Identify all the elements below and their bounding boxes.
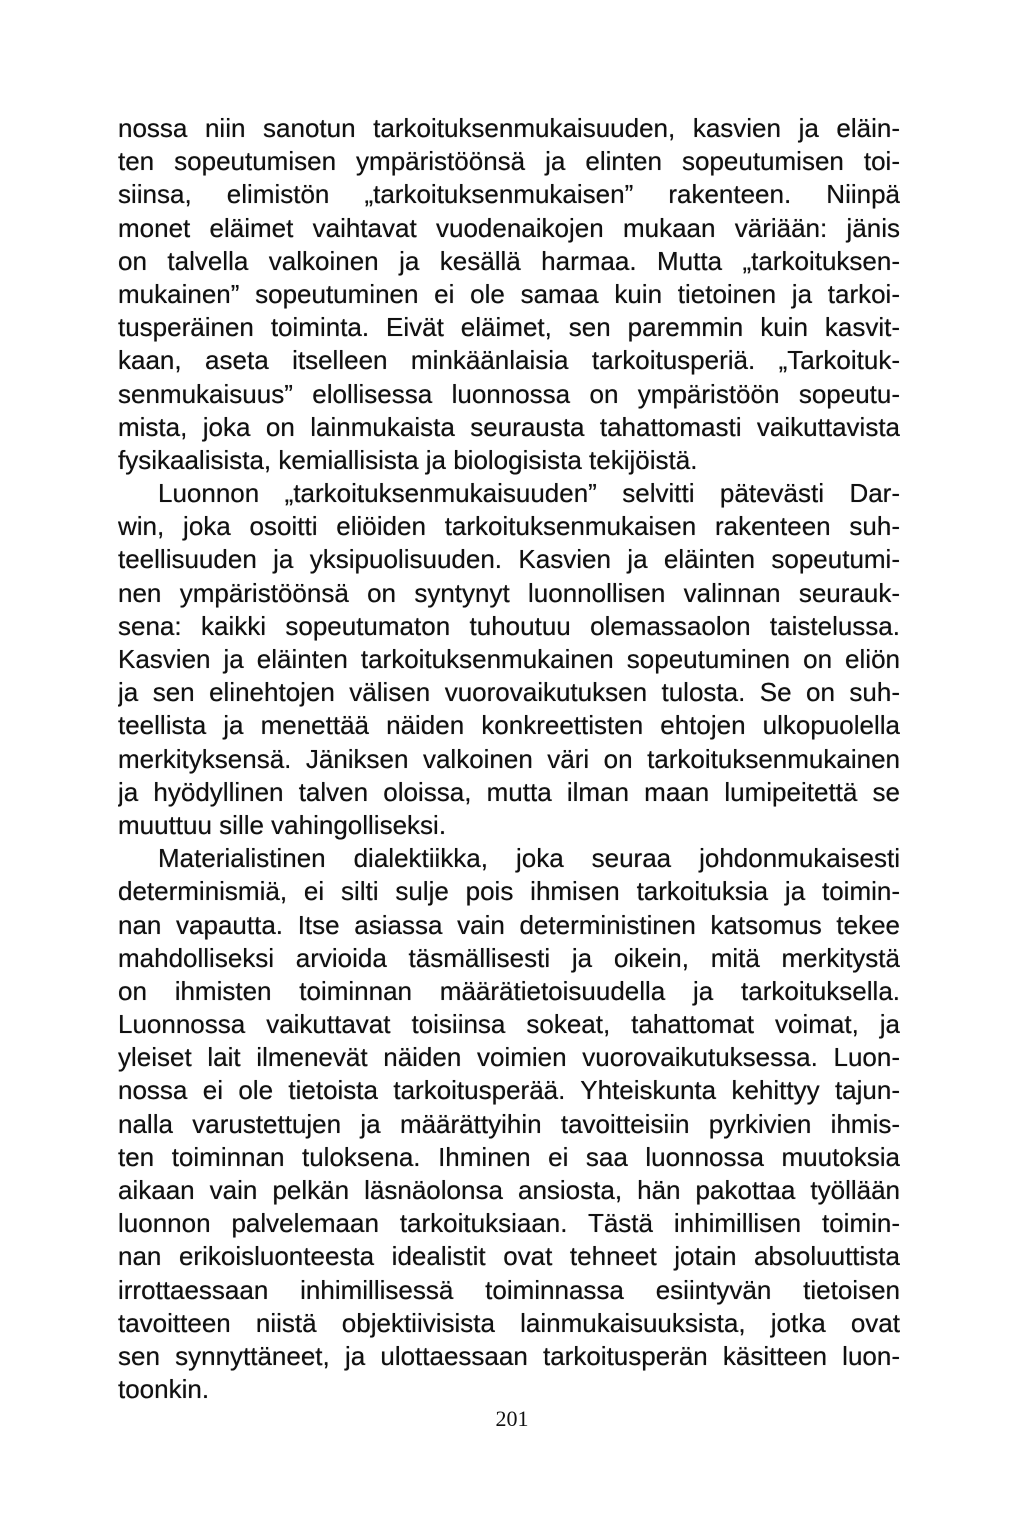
text-line: teellista ja menettää näiden konkreettisten ehtojen ulkopuolella <box>118 710 900 741</box>
text-line: win, joka osoitti eliöiden tarkoituksenmukaisen rakenteen suh- <box>118 511 900 542</box>
text-line: nossa ei ole tietoista tarkoitusperää. Yhteiskunta kehittyy tajun- <box>118 1075 900 1106</box>
paragraph <box>118 842 900 1406</box>
text-line: ja sen elinehtojen välisen vuorovaikutuksen tulosta. Se on suh- <box>118 677 900 708</box>
text-line: senmukaisuus” elollisessa luonnossa on ympäristöön sopeutu- <box>118 378 900 409</box>
text-line: determinismiä, ei silti sulje pois ihmisen tarkoituksia ja toimin- <box>118 876 900 907</box>
text-line: tusperäinen toiminta. Eivät eläimet, sen paremmin kuin kasvit- <box>118 312 900 343</box>
text-line: Luonnossa vaikuttavat toisiinsa sokeat, tahattomat voimat, ja <box>118 1009 900 1040</box>
text-line: on talvella valkoinen ja kesällä harmaa. Mutta „tarkoituksen- <box>118 245 900 276</box>
text-line: monet eläimet vaihtavat vuodenaikojen mukaan väriään: jänis <box>118 212 900 243</box>
text-line: ja hyödyllinen talven oloissa, mutta ilman maan lumipeitettä se <box>118 776 900 807</box>
text-line: fysikaalisista, kemiallisista ja biologisista tekijöistä. <box>118 444 698 475</box>
text-line: Luonnon „tarkoituksenmukaisuuden” selvitti pätevästi Dar- <box>158 478 900 509</box>
text-line: aikaan vain pelkän läsnäolonsa ansiosta, hän pakottaa työllään <box>118 1175 900 1205</box>
text-line: ten toiminnan tuloksena. Ihminen ei saa luonnossa muutoksia <box>118 1141 900 1172</box>
text-line: teellisuuden ja yksipuolisuuden. Kasvien ja eläinten sopeutumi- <box>118 544 900 575</box>
text-line: mista, joka on lainmukaista seurausta tahattomasti vaikuttavista <box>118 411 900 442</box>
text-line: nossa niin sanotun tarkoituksenmukaisuuden, kasvien ja eläin- <box>118 113 900 143</box>
text-line: sena: kaikki sopeutumaton tuhoutuu olemassaolon taistelussa. <box>118 610 900 641</box>
text-line: muuttuu sille vahingolliseksi. <box>118 809 447 840</box>
text-line: nalla varustettujen ja määrättyihin tavoitteisiin pyrkivien ihmis- <box>118 1108 900 1139</box>
text-line: ten sopeutumisen ympäristöönsä ja elinten sopeutumisen toi- <box>118 146 900 177</box>
text-line: siinsa, elimistön „tarkoituksenmukaisen” rakenteen. Niinpä <box>118 179 900 210</box>
text-line: irrottaessaan inhimillisessä toiminnassa esiintyvän tietoisen <box>118 1274 900 1305</box>
text-line: mahdolliseksi arvioida täsmällisesti ja oikein, mitä merkitystä <box>118 942 900 973</box>
page-number: 201 <box>495 1406 529 1431</box>
text-line: toonkin. <box>118 1374 210 1405</box>
text-line: Kasvien ja eläinten tarkoituksenmukainen sopeutuminen on eliön <box>118 644 900 674</box>
text-line: mukainen” sopeutuminen ei ole samaa kuin tietoinen ja tarkoi- <box>118 278 900 309</box>
text-line: merkityksensä. Jäniksen valkoinen väri on tarkoituksenmukainen <box>118 743 900 774</box>
paragraph <box>118 112 900 477</box>
text-line: yleiset lait ilmenevät näiden voimien vuorovaikutuksessa. Luon- <box>118 1042 900 1073</box>
text-line: on ihmisten toiminnan määrätietoisuudella ja tarkoituksella. <box>118 975 900 1006</box>
text-line: nen ympäristöönsä on syntynyt luonnollisen valinnan seurauk- <box>118 577 900 608</box>
text-line: tavoitteen niistä objektiivisista lainmukaisuuksista, jotka ovat <box>118 1307 900 1338</box>
paragraph <box>118 477 900 842</box>
text-line: kaan, aseta itselleen minkäänlaisia tarkoitusperiä. „Tarkoituk- <box>118 345 900 376</box>
text-line: nan vapautta. Itse asiassa vain deterministinen katsomus tekee <box>118 909 900 940</box>
page-body-text <box>118 112 900 1406</box>
text-line: Materialistinen dialektiikka, joka seuraa johdonmukaisesti <box>158 843 900 874</box>
text-line: sen synnyttäneet, ja ulottaessaan tarkoitusperän käsitteen luon- <box>118 1340 900 1371</box>
text-line: luonnon palvelemaan tarkoituksiaan. Tästä inhimillisen toimin- <box>118 1208 900 1239</box>
text-line: nan erikoisluonteesta idealistit ovat tehneet jotain absoluuttista <box>118 1241 900 1272</box>
